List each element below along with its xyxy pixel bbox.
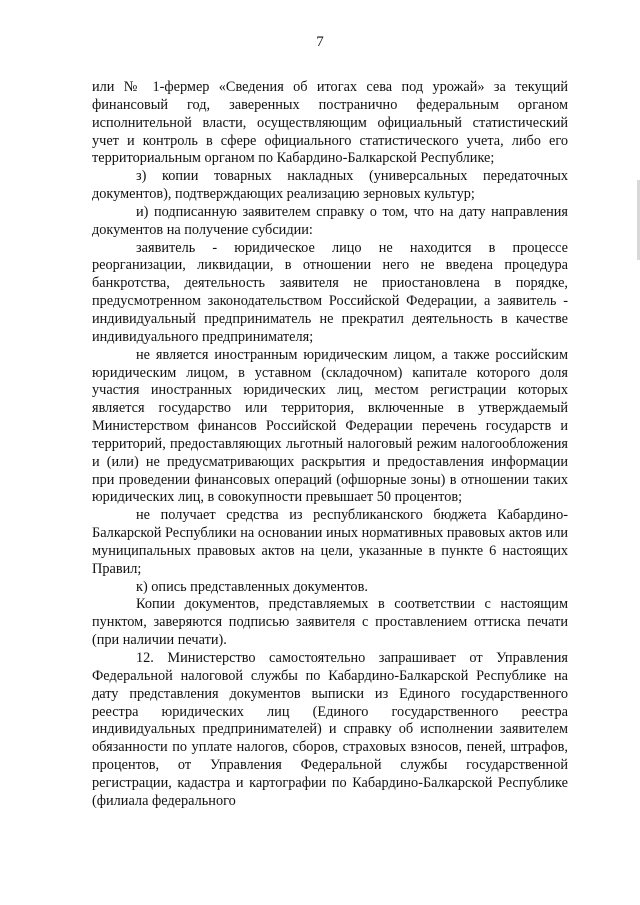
paragraph-section-12: 12. Министерство самостоятельно запрашивает от Управления Федеральной налоговой службы по Кабардино-Балкарской Республике на дату представления документов выписки из Единого государственного реестра юридических лиц (Единого государственного реестра индивидуальных предпринимателей) и справку об исполнении заявителем обязанности по уплате налогов, сборов, страховых взносов, пеней, штрафов, процентов, от Управления Федеральной службы государственной регистрации, кадастра и картографии по Кабардино-Балкарской Республике (филиала федерального — [92, 650, 568, 809]
paragraph-item-z: з) копии товарных накладных (универсальных передаточных документов), подтверждающих реализацию зерновых культур; — [92, 168, 568, 203]
paragraph-item-k: к) опись представленных документов. — [136, 578, 368, 595]
page-number: 7 — [316, 34, 324, 50]
document-body — [92, 79, 568, 811]
paragraph-statistics-form: или № 1-фермер «Сведения об итогах сева под урожай» за текущий финансовый год, заверенных постранично федеральным органом исполнительной власти, осуществляющим официальный статистический учет и контроль в сфере официального статистического учета, либо его территориальным органом по Кабардино-Балкарской Республике; — [92, 79, 568, 167]
paragraph-foreign-entity: не является иностранным юридическим лицом, а также российским юридическим лицом, в уставном (складочном) капитале которого доля участия иностранных юридических лиц, местом регистрации которых является государство или территория, включенные в утверждаемый Министерством финансов Российской Федерации перечень государств и территорий, предоставляющих льготный налоговый режим налогообложения и (или) не предусматривающих раскрытия и предоставления информации при проведении финансовых операций (офшорные зоны) в отношении таких юридических лиц, в совокупности превышает 50 процентов; — [92, 346, 568, 506]
paragraph-budget-funds: не получает средства из республиканского бюджета Кабардино-Балкарской Республики на основании иных нормативных правовых актов или муниципальных правовых актов на цели, указанные в пункте 6 настоящих Правил; — [92, 507, 568, 577]
paragraph-applicant-status: заявитель - юридическое лицо не находится в процессе реорганизации, ликвидации, в отношении него не введена процедура банкротства, деятельность заявителя не приостановлена в порядке, предусмотренном законодательством Российской Федерации, а заявитель - индивидуальный предприниматель не прекратил деятельность в качестве индивидуального предпринимателя; — [92, 239, 568, 345]
paragraph-item-i: и) подписанную заявителем справку о том, что на дату направления документов на получение субсидии: — [92, 203, 568, 238]
paragraph-copies-certification: Копии документов, представляемых в соответствии с настоящим пунктом, заверяются подписью заявителя с проставлением оттиска печати (при наличии печати). — [92, 596, 568, 649]
